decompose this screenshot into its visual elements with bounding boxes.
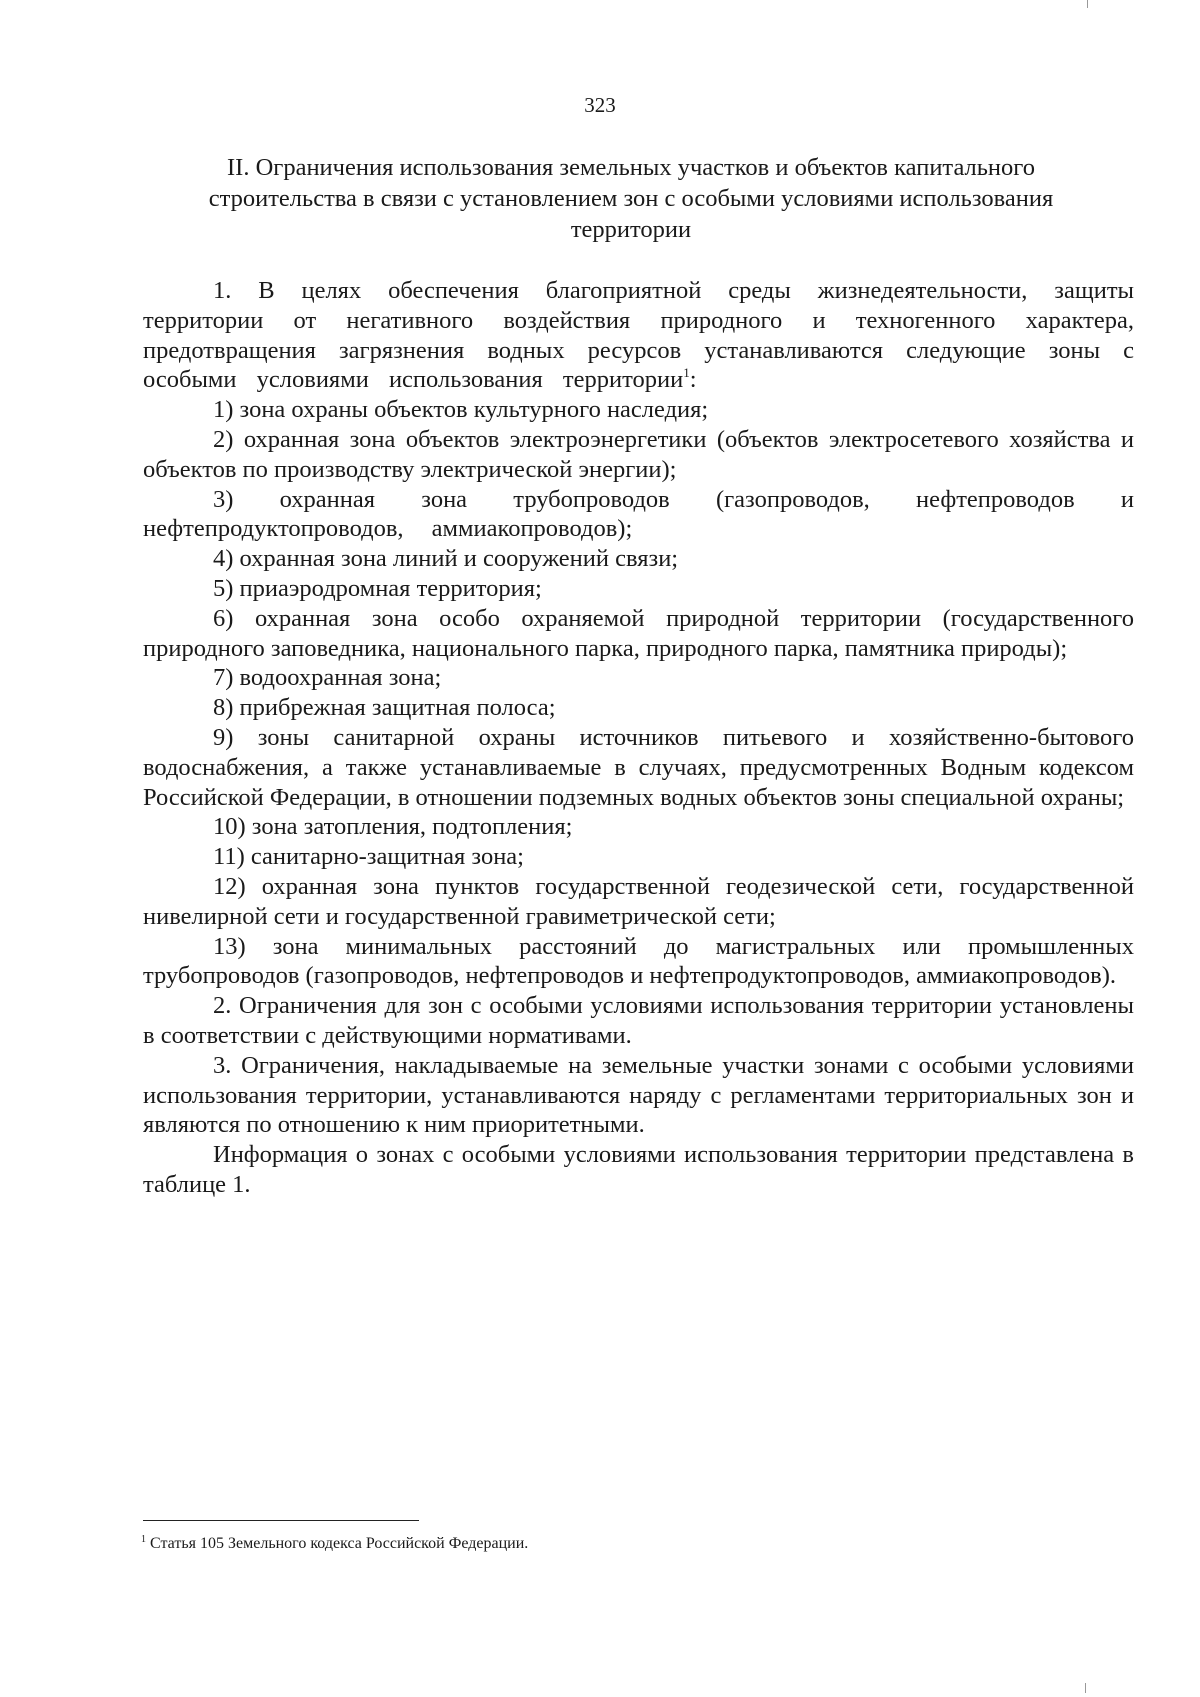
footnote-divider [143, 1520, 419, 1521]
document-body [143, 276, 1134, 1200]
zone-item-8: 8) прибрежная защитная полоса; [213, 694, 556, 722]
zone-item-9: 9) зоны санитарной охраны источников питьевого и хозяйственно-бытового водоснабжения, а также устанавливаемые в случаях, предусмотренных Водным кодексом Российской Федерации, в отношении подземных водных объектов зоны специальной охраны; [143, 723, 1134, 811]
paragraph-1 [143, 276, 1134, 395]
zone-item-12: 12) охранная зона пунктов государственной геодезической сети, государственной нивелирной сети и государственной гравиметрической сети; [143, 872, 1134, 930]
zone-item-2: 2) охранная зона объектов электроэнергетики (объектов электросетевого хозяйства и объектов по производству электрической энергии); [143, 425, 1134, 483]
zone-item-4: 4) охранная зона линий и сооружений связи; [213, 545, 679, 573]
footnote [141, 1534, 1041, 1554]
zone-item-3: 3) охранная зона трубопроводов (газопроводов, нефтепроводов и нефтепродуктопроводов, аммиакопроводов); [143, 485, 1134, 543]
heading-line-2: строительства в связи с установлением зон с особыми условиями использования [208, 185, 1054, 212]
footnote-marker: 1 [141, 1534, 146, 1545]
paragraph-2: 2. Ограничения для зон с особыми условиями использования территории установлены в соответствии с действующими нормативами. [143, 992, 1134, 1049]
zone-item-13: 13) зона минимальных расстояний до магистральных или промышленных трубопроводов (газопроводов, нефтепроводов и нефтепродуктопроводов, аммиакопроводов). [143, 932, 1134, 990]
zone-item-6: 6) охранная зона особо охраняемой природной территории (государственного природного заповедника, национального парка, природного парка, памятника природы); [143, 604, 1134, 662]
section-heading [160, 152, 1102, 245]
paragraph-1-text: 1. В целях обеспечения благоприятной среды жизнедеятельности, защиты территории от негативного воздействия природного и техногенного характера, предотвращения загрязнения водных ресурсов устанавливаются следующие зоны с особыми условиями использования территории [143, 277, 1134, 394]
zone-item-7: 7) водоохранная зона; [213, 664, 442, 692]
heading-line-3: территории [570, 216, 692, 243]
footnote-text: Статья 105 Земельного кодекса Российской Федерации. [150, 1535, 529, 1552]
scan-edge-mark-bottom [1085, 1683, 1086, 1693]
paragraph-1-tail: : [689, 366, 697, 394]
paragraph-4: Информация о зонах с особыми условиями использования территории представлена в таблице 1. [143, 1141, 1134, 1198]
zone-item-1: 1) зона охраны объектов культурного наследия; [213, 396, 709, 424]
zone-item-5: 5) приаэродромная территория; [213, 574, 542, 602]
zone-item-10: 10) зона затопления, подтопления; [213, 813, 573, 841]
page-number: 323 [584, 93, 616, 117]
scan-edge-mark-top [1087, 0, 1088, 8]
zone-item-11: 11) санитарно-защитная зона; [213, 843, 524, 871]
paragraph-3: 3. Ограничения, накладываемые на земельные участки зонами с особыми условиями использования территории, устанавливаются наряду с регламентами территориальных зон и являются по отношению к ним приоритетными. [143, 1051, 1134, 1139]
heading-line-1: II. Ограничения использования земельных участков и объектов капитального [227, 154, 1035, 181]
footnote-reference[interactable]: 1 [683, 365, 690, 381]
